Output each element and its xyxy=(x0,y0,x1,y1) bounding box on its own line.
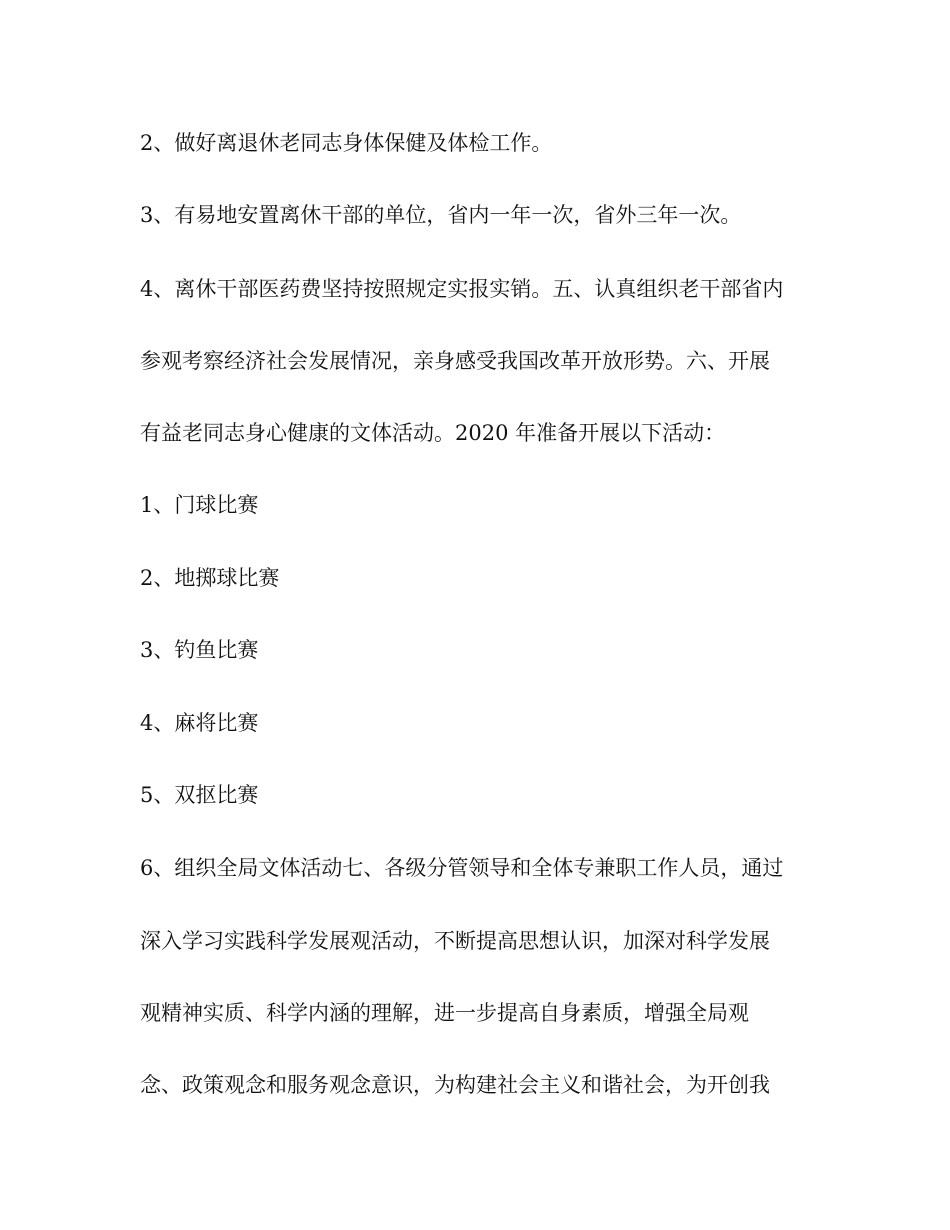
text-line: 6、组织全局文体活动七、各级分管领导和全体专兼职工作人员，通过 xyxy=(140,856,784,880)
list-item: 2、地掷球比赛 xyxy=(140,566,280,590)
text-line: 4、离休干部医药费坚持按照规定实报实销。五、认真组织老干部省内 xyxy=(140,277,784,301)
text-line: 2、做好离退休老同志身体保健及体检工作。 xyxy=(140,131,553,155)
text-line: 有益老同志身心健康的文体活动。2020 年准备开展以下活动： xyxy=(140,421,726,445)
list-item: 5、双抠比赛 xyxy=(140,783,259,807)
text-line: 深入学习实践科学发展观活动，不断提高思想认识，加深对科学发展 xyxy=(140,929,770,953)
list-item: 1、门球比赛 xyxy=(140,493,259,517)
list-item: 3、钓鱼比赛 xyxy=(140,638,259,662)
text-line: 参观考察经济社会发展情况，亲身感受我国改革开放形势。六、开展 xyxy=(140,349,770,373)
text-line: 观精神实质、科学内涵的理解，进一步提高自身素质，增强全局观 xyxy=(140,1001,749,1025)
text-line: 念、政策观念和服务观念意识，为构建社会主义和谐社会，为开创我 xyxy=(140,1073,770,1097)
text-line: 3、有易地安置离休干部的单位，省内一年一次，省外三年一次。 xyxy=(140,203,742,227)
list-item: 4、麻将比赛 xyxy=(140,711,259,735)
